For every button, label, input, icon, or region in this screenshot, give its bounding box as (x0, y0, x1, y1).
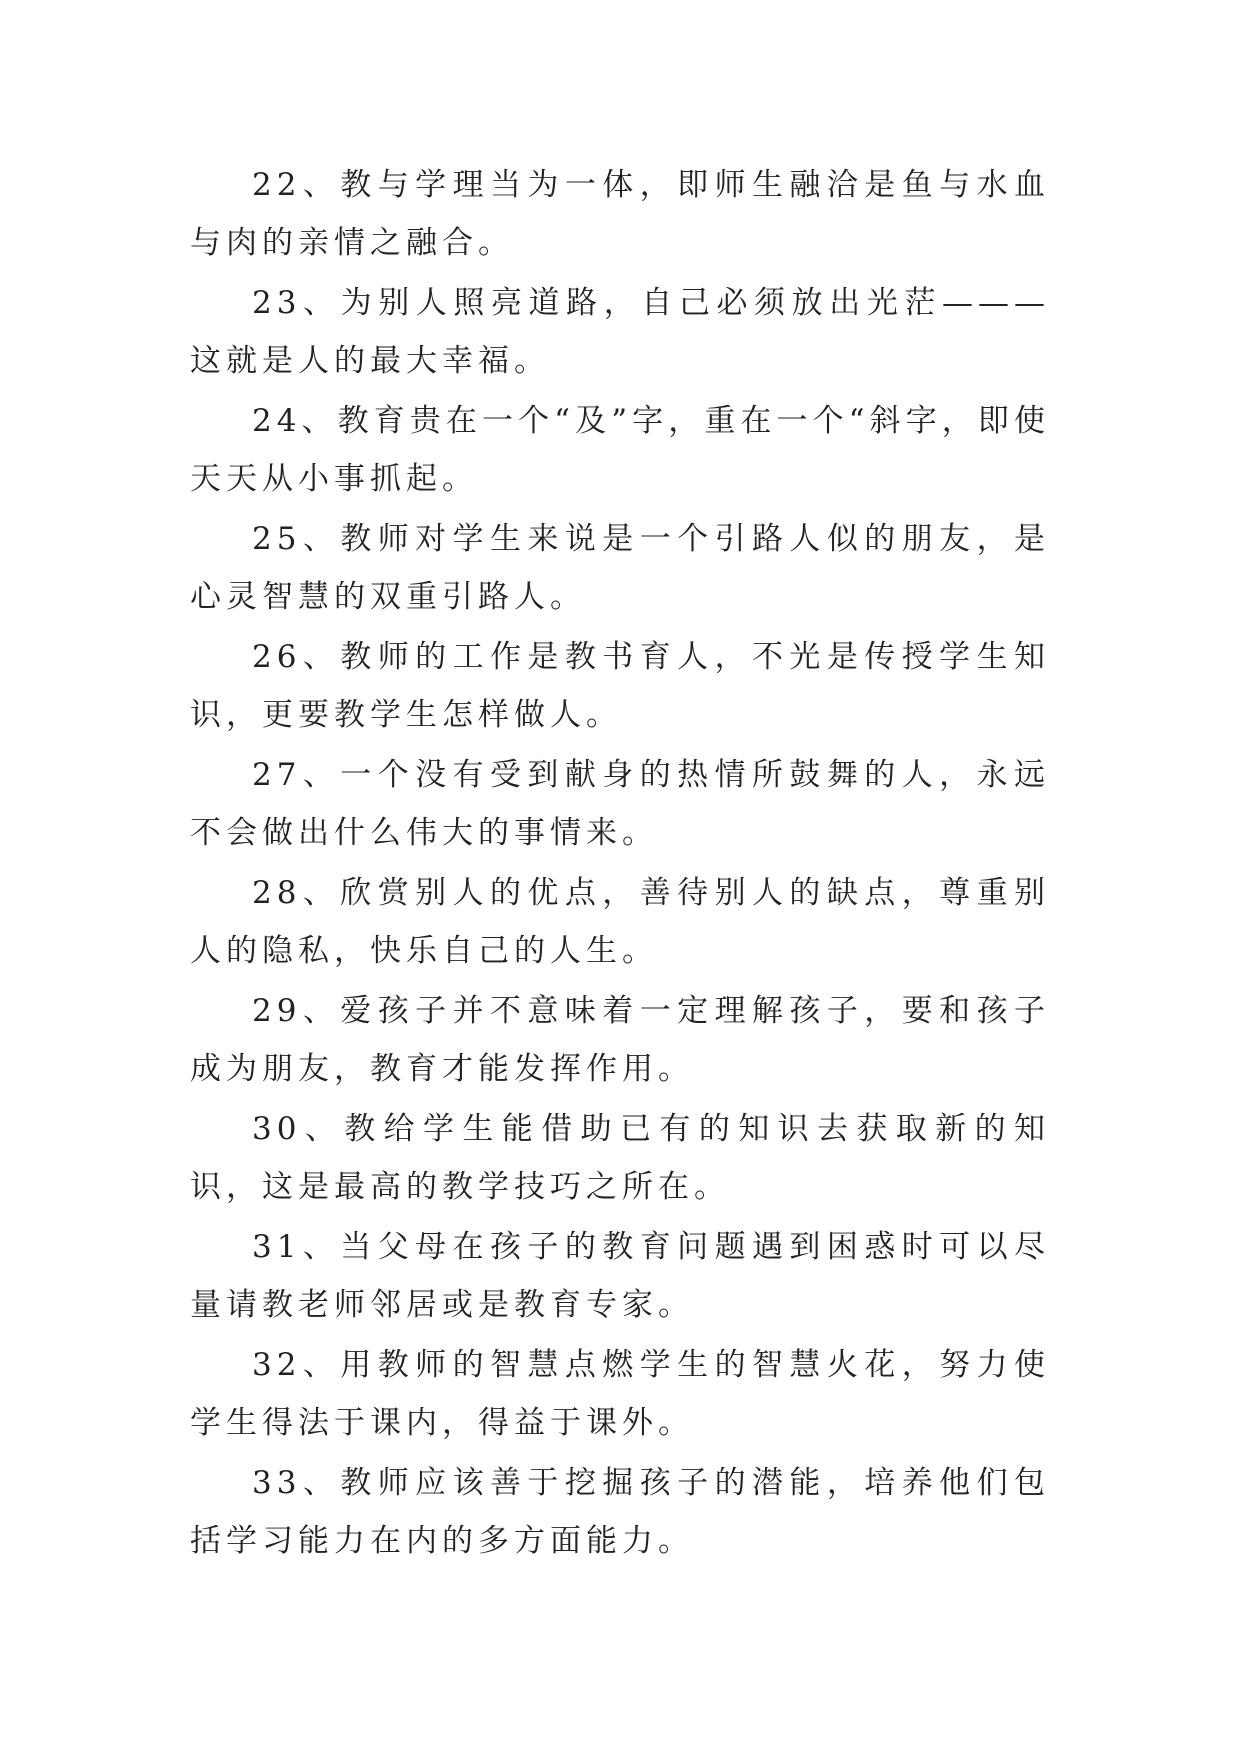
document-body (190, 156, 1050, 1572)
paragraph-32: 32、用教师的智慧点燃学生的智慧火花，努力使学生得法于课内，得益于课外。 (190, 1347, 1050, 1441)
paragraph-26: 26、教师的工作是教书育人，不光是传授学生知识，更要教学生怎样做人。 (190, 639, 1050, 733)
paragraph-31: 31、当父母在孩子的教育问题遇到困惑时可以尽量请教老师邻居或是教育专家。 (190, 1229, 1050, 1323)
paragraph-22: 22、教与学理当为一体，即师生融洽是鱼与水血与肉的亲情之融合。 (190, 167, 1050, 261)
paragraph-23: 23、为别人照亮道路，自己必须放出光茫———这就是人的最大幸福。 (190, 285, 1050, 379)
paragraph-30: 30、教给学生能借助已有的知识去获取新的知识，这是最高的教学技巧之所在。 (190, 1111, 1050, 1205)
paragraph-28: 28、欣赏别人的优点，善待别人的缺点，尊重别人的隐私，快乐自己的人生。 (190, 875, 1050, 969)
paragraph-29: 29、爱孩子并不意味着一定理解孩子，要和孩子成为朋友，教育才能发挥作用。 (190, 993, 1050, 1087)
paragraph-25: 25、教师对学生来说是一个引路人似的朋友，是心灵智慧的双重引路人。 (190, 521, 1050, 615)
paragraph-33: 33、教师应该善于挖掘孩子的潜能，培养他们包括学习能力在内的多方面能力。 (190, 1465, 1050, 1559)
paragraph-24: 24、教育贵在一个“及”字，重在一个“斜字，即使天天从小事抓起。 (190, 403, 1050, 497)
paragraph-27: 27、一个没有受到献身的热情所鼓舞的人，永远不会做出什么伟大的事情来。 (190, 757, 1050, 851)
